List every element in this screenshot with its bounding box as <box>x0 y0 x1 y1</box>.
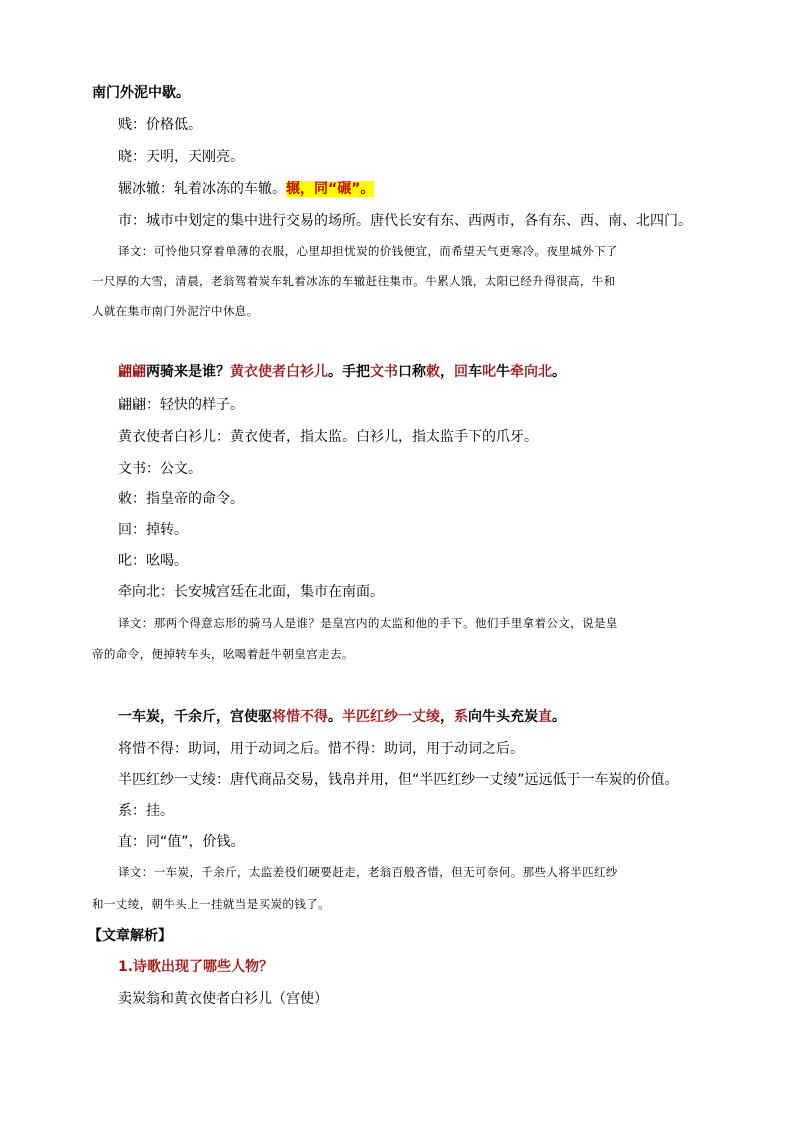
verse-text: 。 <box>552 364 566 380</box>
verse-tail: 南门外泥中歇。 <box>92 85 190 101</box>
verse-text: 车 <box>468 364 482 380</box>
keyword: 叱 <box>482 364 496 380</box>
verse-text: ， <box>440 709 454 725</box>
translation-line: 帝的命令，便掉转车头，吆喝着赶牛朝皇宫走去。 <box>92 647 354 661</box>
translation-line: 人就在集市南门外泥泞中休息。 <box>92 304 259 318</box>
verse-line-2 <box>118 363 566 381</box>
verse-text: 。手把 <box>328 364 370 380</box>
translation-line: 译文：那两个得意忘形的骑马人是谁？是皇宫内的太监和他的手下。他们手里拿着公文，说是皇 <box>118 616 618 630</box>
verse-text: 两骑来是谁？ <box>146 364 230 380</box>
keyword: 文书 <box>370 364 398 380</box>
gloss-wenshu: 文书：公文。 <box>118 461 202 477</box>
verse-text: ， <box>440 364 454 380</box>
highlighted-note: 辗，同“碾”。 <box>286 181 375 197</box>
keyword: 回 <box>454 364 468 380</box>
section-heading: 【文章解析】 <box>88 928 172 944</box>
gloss-chi2: 叱：吆喝。 <box>118 553 188 569</box>
gloss-jiangxibude: 将惜不得：助词，用于动词之后。惜不得：助词，用于动词之后。 <box>118 741 524 757</box>
gloss-banpi: 半匹红纱一丈绫：唐代商品交易，钱帛并用，但“半匹红纱一丈绫”远远低于一车炭的价值。 <box>118 772 679 788</box>
gloss-nianbingzhe <box>118 180 374 198</box>
gloss-pianpian: 翩翩：轻快的样子。 <box>118 397 244 413</box>
translation-line: 译文：一车炭，千余斤，太监差役们硬要赶走，老翁百般吝惜，但无可奈何。那些人将半匹红纱 <box>118 865 618 879</box>
verse-text: 一车炭，千余斤，宫使驱 <box>118 709 272 725</box>
verse-text: 向牛头充炭 <box>468 709 538 725</box>
gloss-huangyi: 黄衣使者白衫儿：黄衣使者，指太监。白衫儿，指太监手下的爪牙。 <box>118 429 538 445</box>
gloss-chi: 敕：指皇帝的命令。 <box>118 491 244 507</box>
gloss-xi: 系：挂。 <box>118 803 174 819</box>
keyword: 将惜不得 <box>272 709 328 725</box>
keyword: 敕 <box>426 364 440 380</box>
analysis-answer: 卖炭翁和黄衣使者白衫儿（宫使） <box>118 991 328 1007</box>
translation-line: 一尺厚的大雪，清晨，老翁驾着炭车轧着冰冻的车辙赶往集市。牛累人饿，太阳已经升得很高，牛和 <box>92 274 616 288</box>
verse-text: 。 <box>552 709 566 725</box>
gloss-hui: 回：掉转。 <box>118 522 188 538</box>
verse-text: 。 <box>328 709 342 725</box>
verse-text: 口称 <box>398 364 426 380</box>
keyword: 半匹红纱一丈绫 <box>342 709 440 725</box>
keyword: 直 <box>538 709 552 725</box>
translation-line: 和一丈绫，朝牛头上一挂就当是买炭的钱了。 <box>92 897 330 911</box>
keyword: 黄衣使者白衫儿 <box>230 364 328 380</box>
translation-line: 译文：可怜他只穿着单薄的衣服，心里却担忧炭的价钱便宜，而希望天气更寒冷。夜里城外下了 <box>118 244 618 258</box>
gloss-qianxiangbei: 牵向北：长安城宫廷在北面，集市在南面。 <box>118 584 384 600</box>
gloss-jian: 贱：价格低。 <box>118 117 202 133</box>
keyword: 系 <box>454 709 468 725</box>
verse-text: 牛 <box>496 364 510 380</box>
keyword: 翩翩 <box>118 364 146 380</box>
analysis-question: 1.诗歌出现了哪些人物？ <box>118 959 274 975</box>
gloss-shi: 市：城市中划定的集中进行交易的场所。唐代长安有东、西两市，各有东、西、南、北四门。 <box>118 213 692 229</box>
verse-line-3 <box>118 708 566 726</box>
gloss-text: 辗冰辙：轧着冰冻的车辙。 <box>118 181 286 197</box>
gloss-zhi: 直：同“值”，价钱。 <box>118 834 245 850</box>
keyword: 牵向北 <box>510 364 552 380</box>
gloss-xiao: 晓：天明，天刚亮。 <box>118 149 244 165</box>
